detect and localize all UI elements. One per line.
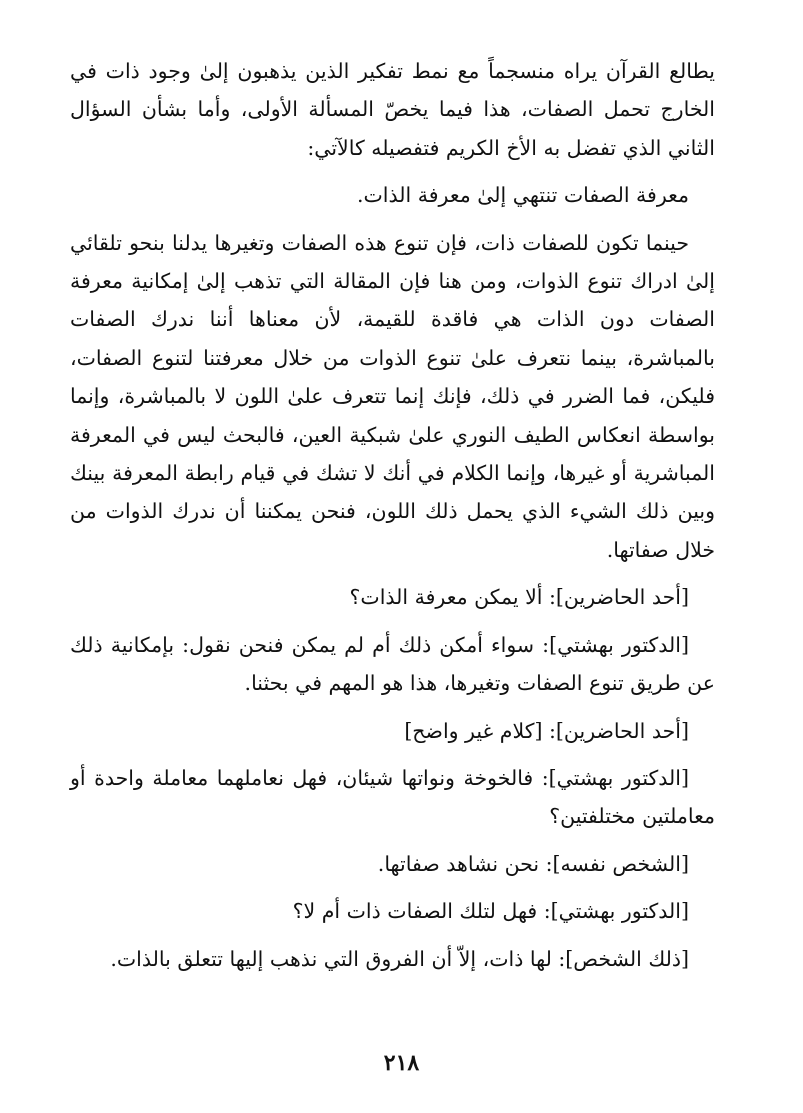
- page-number: ٢١٨: [383, 1050, 420, 1076]
- paragraph-explanation: حينما تكون للصفات ذات، فإن تنوع هذه الصفات وتغيرها يدلنا بنحو تلقائي إلىٰ ادراك تنوع الذوات، ومن هنا فإن المقالة التي تذهب إلىٰ إمكانية معرفة الصفات دون الذات هي فاقدة للقيمة، لأن معناها أننا ندرك الصفات بالمباشرة، بينما نتعرف علىٰ تنوع الذوات من خلال معرفتنا لتنوع الصفات، فليكن، فما الضرر في ذلك، فإنك إنما تتعرف علىٰ اللون لا بالمباشرة، وإنما بواسطة انعكاس الطيف النوري علىٰ شبكية العين، فالبحث ليس في المعرفة المباشرية أو غيرها، وإنما الكلام في أنك لا تشك في قيام رابطة المعرفة بينك وبين ذلك الشيء الذي يحمل ذلك اللون، فنحن يمكننا أن ندرك الذوات من خلال صفاتها.: [70, 230, 715, 562]
- dialogue-beheshti-reply-1: [الدكتور بهشتي]: سواء أمكن ذلك أم لم يمكن فنحن نقول: بإمكانية ذلك عن طريق تنوع الصفات وتغيرها، هذا هو المهم في بحثنا.: [70, 632, 715, 696]
- dialogue-same-person: [الشخص نفسه]: نحن نشاهد صفاتها.: [377, 851, 689, 876]
- dialogue-attendee-question: [أحد الحاضرين]: ألا يمكن معرفة الذات؟: [349, 585, 689, 610]
- paragraph-intro-continuation: يطالع القرآن يراه منسجماً مع نمط تفكير الذين يذهبون إلىٰ وجود ذات في الخارج تحمل الصفات، هذا فيما يخصّ المسألة الأولى، وأما بشأن السؤال الثاني الذي تفضل به الأخ الكريم فتفصيله كالآتي:: [70, 59, 715, 160]
- dialogue-that-person: [ذلك الشخص]: لها ذات، إلاّ أن الفروق التي نذهب إليها تتعلق بالذات.: [110, 946, 689, 971]
- paragraph-heading-statement: معرفة الصفات تنتهي إلىٰ معرفة الذات.: [356, 183, 689, 208]
- dialogue-beheshti-reply-2: [الدكتور بهشتي]: فالخوخة ونواتها شيئان، فهل نعاملهما معاملة واحدة أو معاملتين مختلفتين؟: [70, 765, 715, 829]
- dialogue-attendee-unclear: [أحد الحاضرين]: [كلام غير واضح]: [404, 718, 689, 743]
- dialogue-beheshti-reply-3: [الدكتور بهشتي]: فهل لتلك الصفات ذات أم لا؟: [292, 899, 689, 924]
